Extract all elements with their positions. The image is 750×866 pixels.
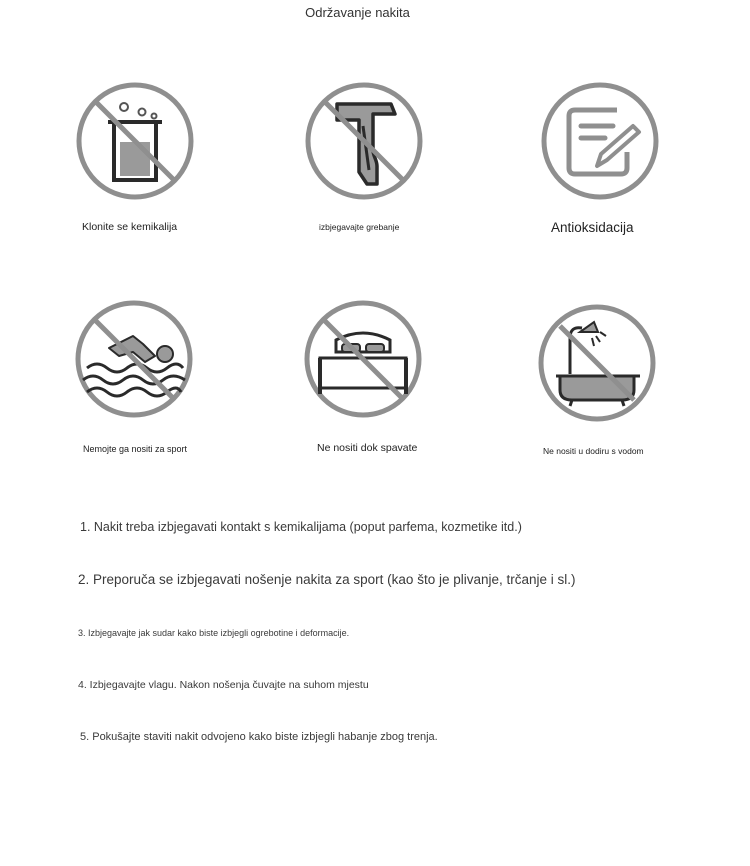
bed-icon bbox=[302, 298, 424, 420]
icon-cell-chemicals bbox=[60, 80, 210, 202]
icon-label-sleep: Ne nositi dok spavate bbox=[317, 442, 418, 454]
bathtub-shower-icon bbox=[536, 302, 658, 424]
rule-item-1: 1. Nakit treba izbjegavati kontakt s kemikalijama (poput parfema, kozmetike itd.) bbox=[80, 520, 522, 534]
icon-label-water: Ne nositi u dodiru s vodom bbox=[543, 446, 644, 456]
icon-label-sport: Nemojte ga nositi za sport bbox=[83, 444, 188, 454]
scratch-tool-icon bbox=[303, 80, 425, 202]
rule-item-5: 5. Pokušajte staviti nakit odvojeno kako biste izbjegli habanje zbog trenja. bbox=[80, 731, 438, 743]
icon-label-scratch: izbjegavajte grebanje bbox=[319, 222, 400, 232]
icon-label-chemicals: Klonite se kemikalija bbox=[82, 221, 178, 233]
swimming-icon bbox=[73, 298, 195, 420]
icon-cell-scratch bbox=[289, 80, 439, 202]
chemical-beaker-icon bbox=[74, 80, 196, 202]
icon-label-antioxidation: Antioksidacija bbox=[551, 220, 634, 235]
icon-cell-sport bbox=[59, 298, 209, 420]
rule-item-3: 3. Izbjegavajte jak sudar kako biste izbjegli ogrebotine i deformacije. bbox=[78, 628, 350, 638]
rule-item-2: 2. Preporuča se izbjegavati nošenje nakita za sport (kao što je plivanje, trčanje i sl.) bbox=[78, 572, 576, 587]
icon-cell-water bbox=[522, 302, 672, 424]
icon-cell-sleep bbox=[288, 298, 438, 420]
note-pencil-icon bbox=[539, 80, 661, 202]
rule-item-4: 4. Izbjegavajte vlagu. Nakon nošenja čuvajte na suhom mjestu bbox=[78, 679, 369, 691]
page-title: Održavanje nakita bbox=[305, 5, 410, 20]
icon-cell-antioxidation bbox=[525, 80, 675, 202]
